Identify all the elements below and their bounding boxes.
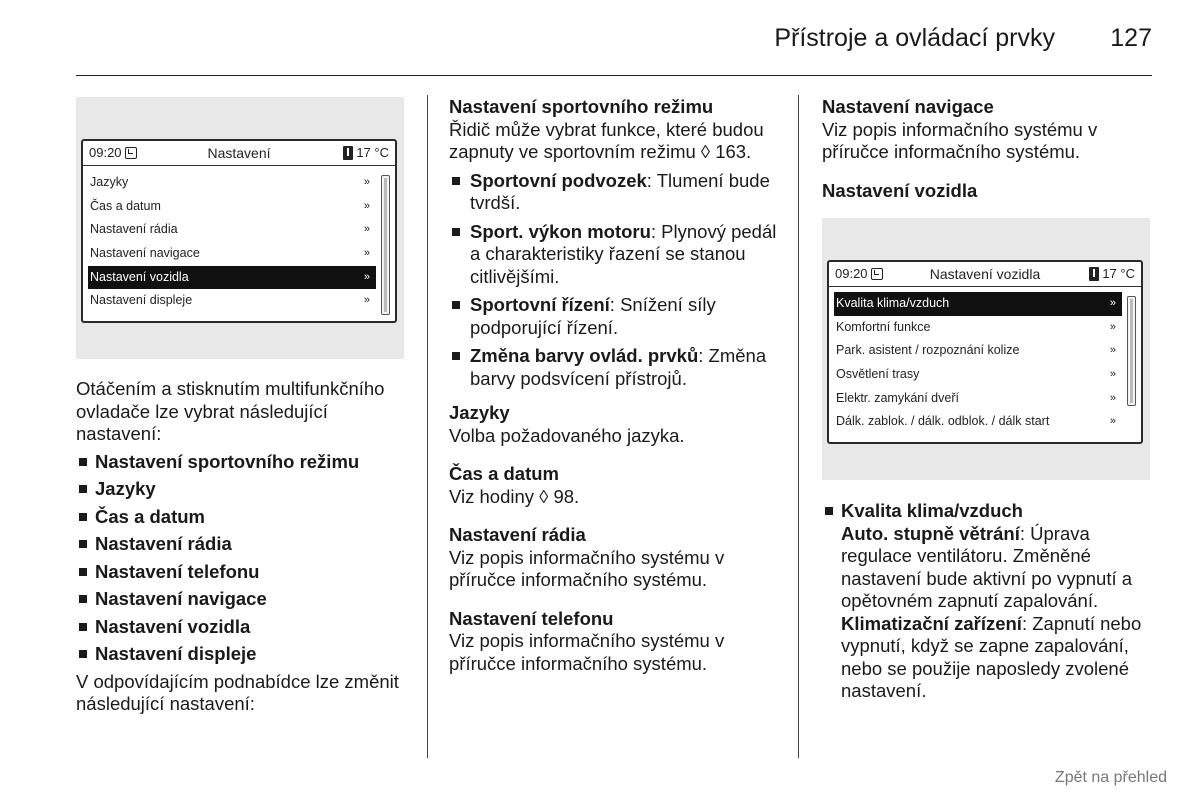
section-text-navigation: Viz popis informačního systému v příručce informačního systému. bbox=[822, 118, 1098, 162]
section-text-sport: Řidič může vybrat funkce, které budou zapnuty ve sportovním režimu ◊ 163. bbox=[449, 118, 764, 162]
section-text-languages: Volba požadovaného jazyka. bbox=[449, 424, 685, 446]
section-text-time-date: Viz hodiny ◊ 98. bbox=[449, 485, 580, 507]
outro-text: V odpovídajícím podnabídce lze změnit následující nastavení: bbox=[76, 670, 399, 714]
list-item: Nastavení rádia bbox=[76, 533, 406, 556]
display-scrollbar[interactable] bbox=[381, 175, 390, 315]
display-title: Nastavení bbox=[207, 145, 271, 161]
chevron-right-icon: » bbox=[363, 270, 370, 283]
column-2 bbox=[449, 96, 784, 675]
section-heading-languages: Jazyky bbox=[449, 402, 510, 423]
display-title: Nastavení vozidla bbox=[929, 266, 1041, 282]
chevron-right-icon: » bbox=[1109, 320, 1116, 333]
section-heading-radio: Nastavení rádia bbox=[449, 524, 586, 545]
chevron-right-icon: » bbox=[363, 223, 370, 236]
list-item: Nastavení navigace bbox=[76, 588, 406, 611]
menu-item-park-assist[interactable]: Park. asistent / rozpoznání kolize » bbox=[834, 339, 1122, 363]
display-menu-list bbox=[88, 171, 376, 313]
section-heading-phone: Nastavení telefonu bbox=[449, 607, 614, 629]
chevron-right-icon: » bbox=[1109, 368, 1116, 381]
display-temperature: 17 °C bbox=[1102, 266, 1135, 281]
settings-list bbox=[76, 451, 406, 666]
list-item: Nastavení sportovního režimu bbox=[76, 451, 406, 474]
menu-item-radio-settings[interactable]: Nastavení rádia » bbox=[88, 218, 376, 242]
chevron-right-icon: » bbox=[1109, 344, 1116, 357]
chevron-right-icon: » bbox=[1109, 297, 1116, 309]
display-figure-settings bbox=[76, 97, 404, 359]
chevron-right-icon: » bbox=[363, 294, 370, 307]
thermometer-icon bbox=[343, 146, 353, 160]
thermometer-icon bbox=[1089, 267, 1099, 281]
chevron-right-icon: » bbox=[363, 247, 370, 260]
menu-item-vehicle-settings[interactable]: Nastavení vozidla » bbox=[88, 266, 376, 290]
menu-item-climate-air-quality[interactable]: Kvalita klima/vzduch » bbox=[834, 292, 1122, 316]
section-heading-time-date: Čas a datum bbox=[449, 463, 560, 484]
list-item: Nastavení telefonu bbox=[76, 561, 406, 584]
display-time: 09:20 bbox=[835, 266, 868, 281]
ac-setting-text: Klimatizační zařízení: Zapnutí nebo vypnutí, když se zapne zapalování, nebo se použije naposledy zvolené nastavení. bbox=[841, 612, 1142, 701]
menu-item-time-date[interactable]: Čas a datum » bbox=[88, 195, 376, 219]
display-time: 09:20 bbox=[89, 145, 122, 160]
display-screen-vehicle-settings bbox=[827, 260, 1143, 444]
display-screen-settings bbox=[81, 139, 397, 323]
menu-item-door-locking[interactable]: Elektr. zamykání dveří » bbox=[834, 387, 1122, 411]
menu-item-comfort-functions[interactable]: Komfortní funkce » bbox=[834, 316, 1122, 340]
column-divider-2 bbox=[798, 95, 799, 758]
column-1 bbox=[76, 378, 406, 716]
list-item: Nastavení displeje bbox=[76, 643, 406, 666]
section-heading-sport: Nastavení sportovního režimu bbox=[449, 96, 714, 117]
menu-item-languages[interactable]: Jazyky » bbox=[88, 171, 376, 195]
display-scrollbar[interactable] bbox=[1127, 296, 1136, 406]
display-temperature: 17 °C bbox=[356, 145, 389, 160]
menu-item-remote-lock-start[interactable]: Dálk. zablok. / dálk. odblok. / dálk start » bbox=[834, 410, 1122, 434]
menu-item-display-settings[interactable]: Nastavení displeje » bbox=[88, 289, 376, 313]
chevron-right-icon: » bbox=[1109, 415, 1116, 428]
fan-setting-text: Auto. stupně větrání: Úprava regulace ventilátoru. Změněné nastavení bude aktivní po vypnutí a opětovném zapnutí zapalování. bbox=[841, 522, 1133, 611]
column-3-bottom bbox=[822, 500, 1157, 703]
back-to-overview-link[interactable]: Zpět na přehled bbox=[1054, 769, 1167, 786]
page-header-title: Přístroje a ovládací prvky bbox=[774, 24, 1055, 52]
list-item: Změna barvy ovlád. prvků: Změna barvy podsvícení přístrojů. bbox=[449, 345, 784, 390]
display-figure-vehicle-settings bbox=[822, 218, 1150, 480]
list-item: Sportovní řízení: Snížení síly podporující řízení. bbox=[449, 294, 784, 339]
display-status-bar bbox=[829, 262, 1141, 287]
chevron-right-icon: » bbox=[363, 176, 370, 188]
list-item: Nastavení vozidla bbox=[76, 616, 406, 639]
display-status-bar bbox=[83, 141, 395, 166]
chevron-right-icon: » bbox=[1109, 391, 1116, 404]
page-number: 127 bbox=[1110, 24, 1152, 52]
section-heading-vehicle: Nastavení vozidla bbox=[822, 179, 978, 201]
menu-item-navigation-settings[interactable]: Nastavení navigace » bbox=[88, 242, 376, 266]
header-rule bbox=[76, 75, 1152, 76]
section-text-radio: Viz popis informačního systému v příručce informačního systému. bbox=[449, 546, 725, 590]
list-item: Jazyky bbox=[76, 478, 406, 501]
list-item: Čas a datum bbox=[76, 506, 406, 529]
chevron-right-icon: » bbox=[363, 199, 370, 212]
list-item: Kvalita klima/vzduch bbox=[822, 500, 1157, 523]
intro-text: Otáčením a stisknutím multifunkčního ovladače lze vybrat následující nastavení: bbox=[76, 378, 385, 444]
display-menu-list bbox=[834, 292, 1122, 434]
section-text-phone: Viz popis informačního systému v příručce informačního systému. bbox=[449, 630, 725, 674]
column-divider-1 bbox=[427, 95, 428, 758]
section-heading-navigation: Nastavení navigace bbox=[822, 96, 994, 117]
menu-item-path-lighting[interactable]: Osvětlení trasy » bbox=[834, 363, 1122, 387]
column-3-top bbox=[822, 96, 1157, 202]
list-item: Sport. výkon motoru: Plynový pedál a charakteristiky řazení se stanou citlivějšími. bbox=[449, 221, 784, 289]
list-item: Sportovní podvozek: Tlumení bude tvrdší. bbox=[449, 170, 784, 215]
